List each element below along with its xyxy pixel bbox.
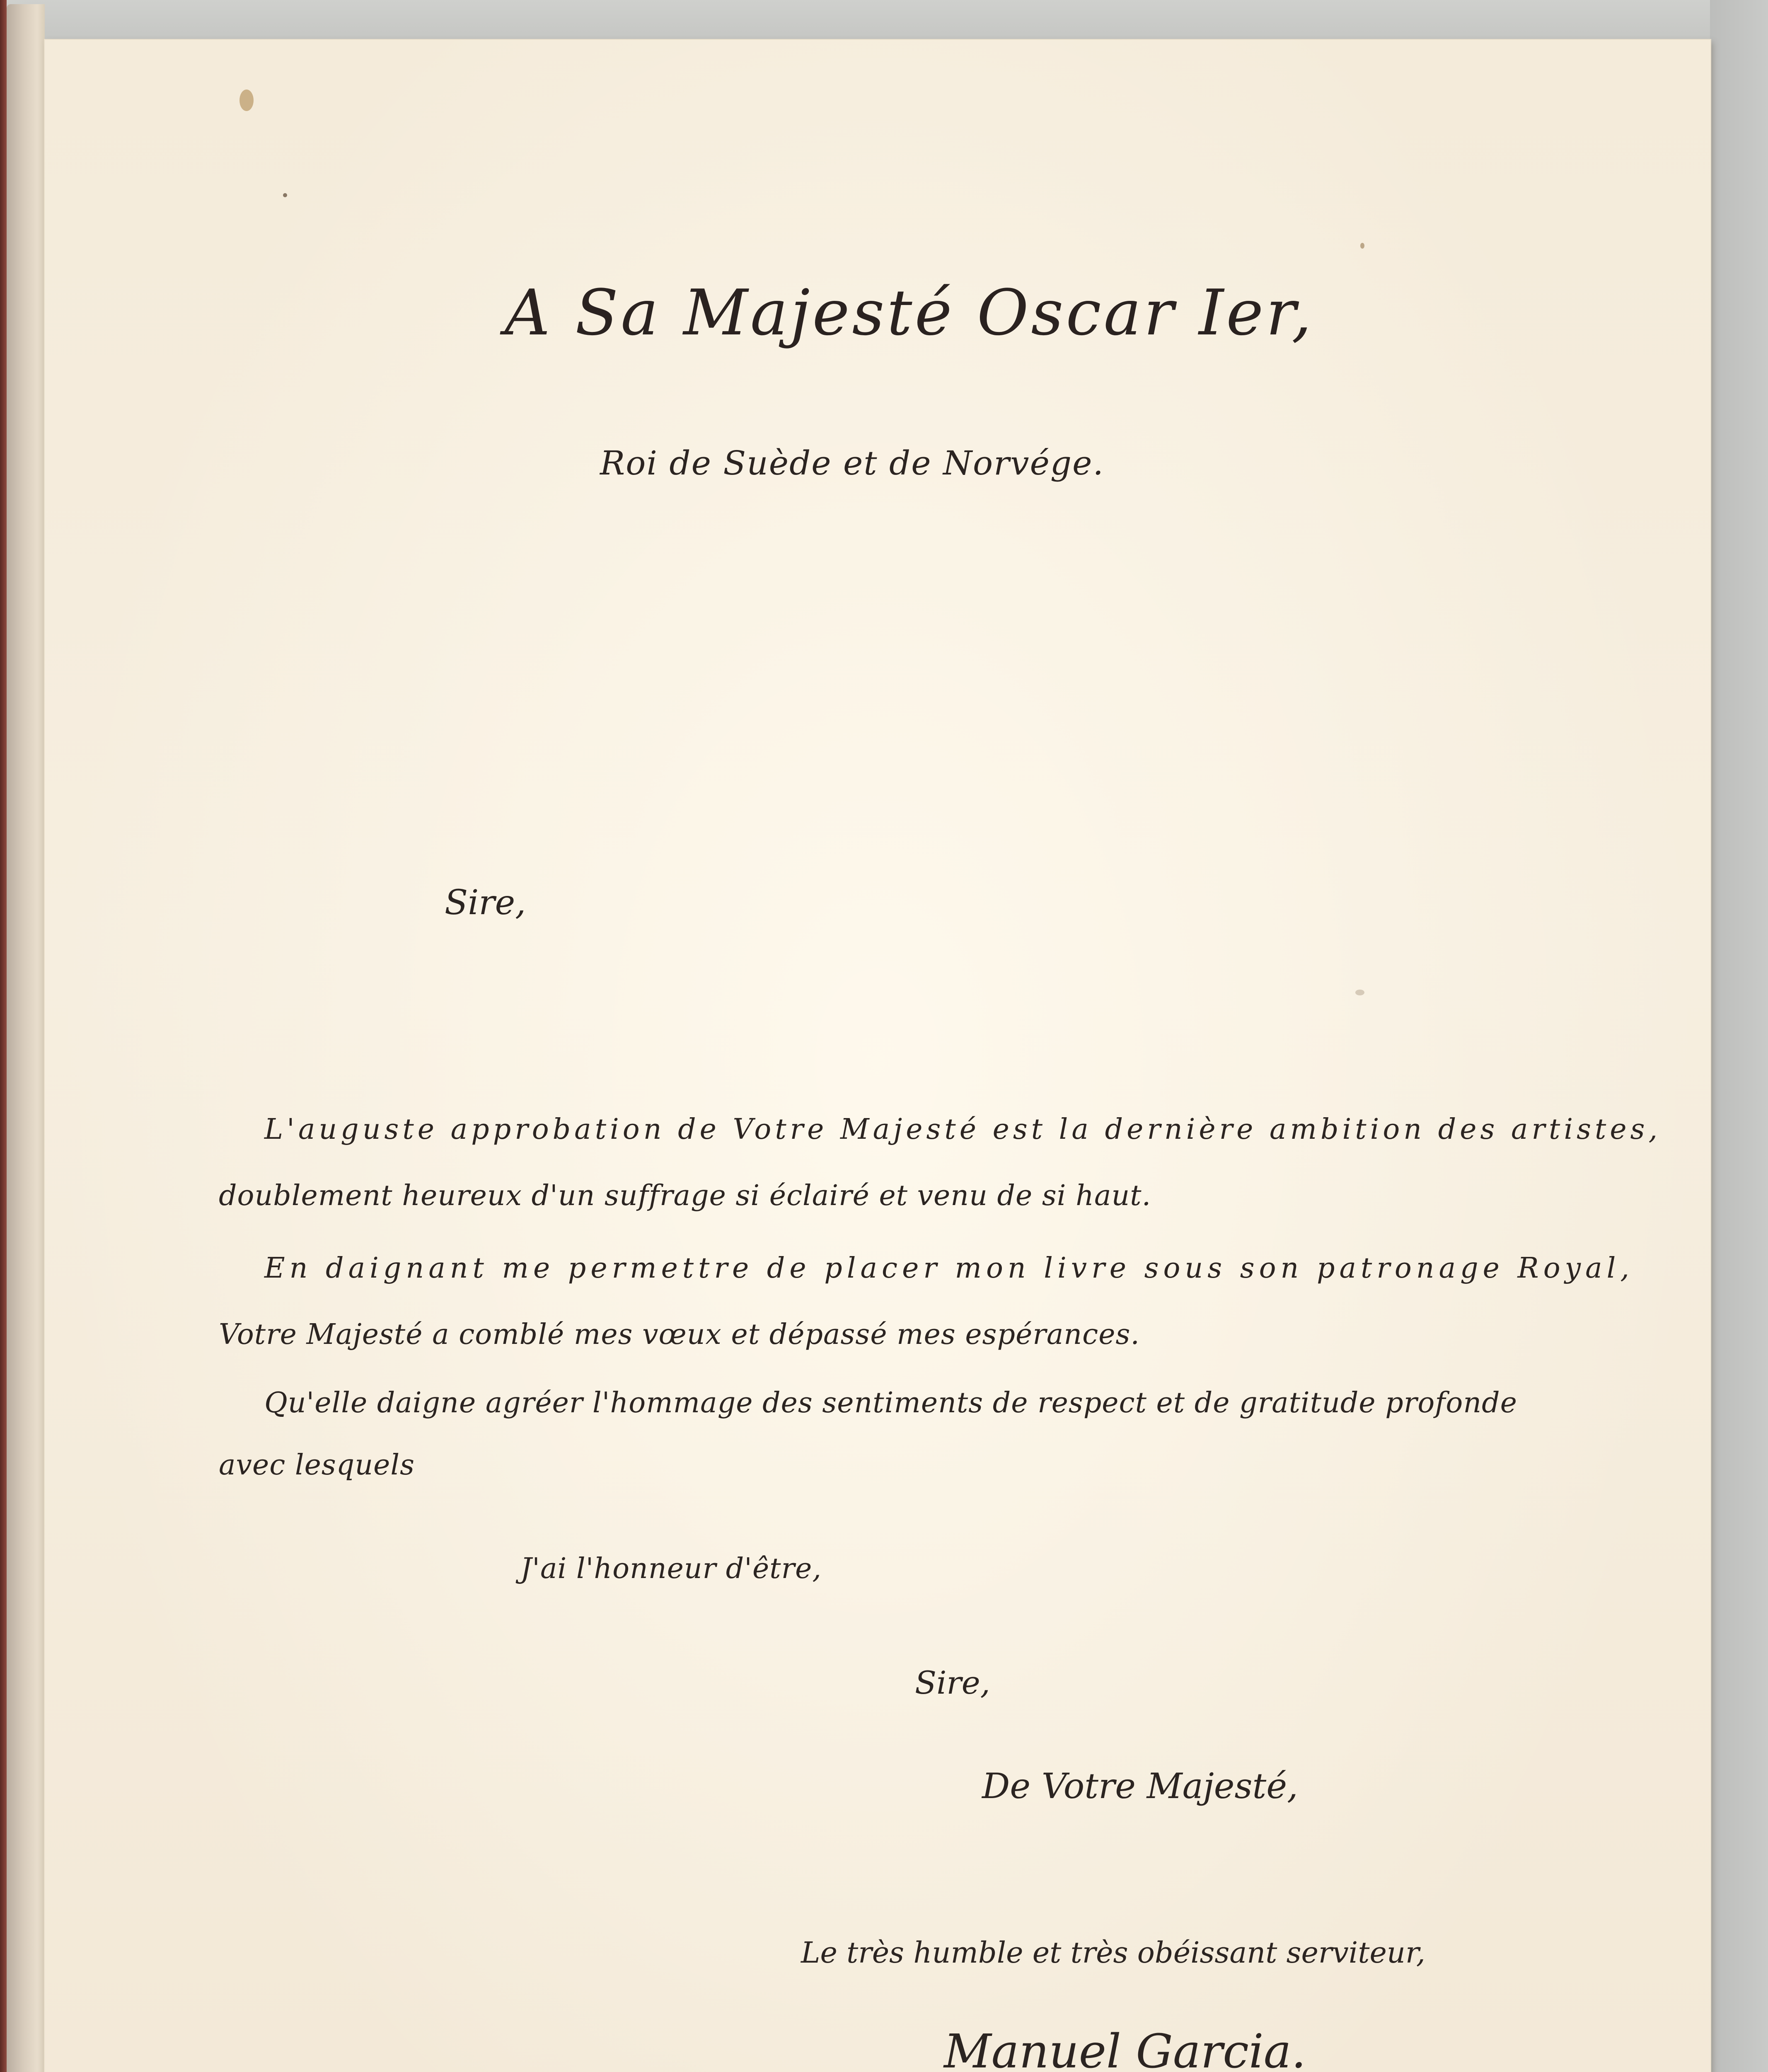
body-line: doublement heureux d'un suffrage si éclairé et venu de si haut. — [219, 1179, 1151, 1212]
body-line: L'auguste approbation de Votre Majesté est la dernière ambition des artistes, — [264, 1113, 1662, 1146]
body-line: J'ai l'honneur d'être, — [520, 1552, 822, 1585]
body-line: En daignant me permettre de placer mon livre sous son patronage Royal, — [264, 1252, 1634, 1285]
scan-background-right — [1710, 0, 1768, 2072]
foxing-stain — [283, 193, 287, 197]
signature: Manuel Garcia. — [944, 2025, 1306, 2072]
foxing-stain — [239, 90, 254, 111]
closing-servant: Le très humble et très obéissant serviteur, — [801, 1936, 1425, 1970]
body-line: avec lesquels — [219, 1449, 415, 1481]
dedication-subtitle: Roi de Suède et de Norvége. — [600, 444, 1104, 482]
body-line: Votre Majesté a comblé mes vœux et dépassé mes espérances. — [219, 1318, 1140, 1351]
dedication-title: A Sa Majesté Oscar Ier, — [505, 276, 1314, 349]
book-binding — [0, 0, 7, 2072]
document-page — [45, 40, 1710, 2072]
body-line: Qu'elle daigne agréer l'hommage des sentiments de respect et de gratitude profonde — [264, 1387, 1517, 1419]
book-spine-edge — [7, 4, 45, 2072]
foxing-stain — [1360, 243, 1364, 249]
foxing-stain — [1355, 990, 1364, 995]
greeting: Sire, — [445, 883, 526, 922]
closing-address: De Votre Majesté, — [982, 1766, 1298, 1806]
scan-background-top — [0, 0, 1768, 46]
closing-salutation: Sire, — [915, 1664, 990, 1701]
